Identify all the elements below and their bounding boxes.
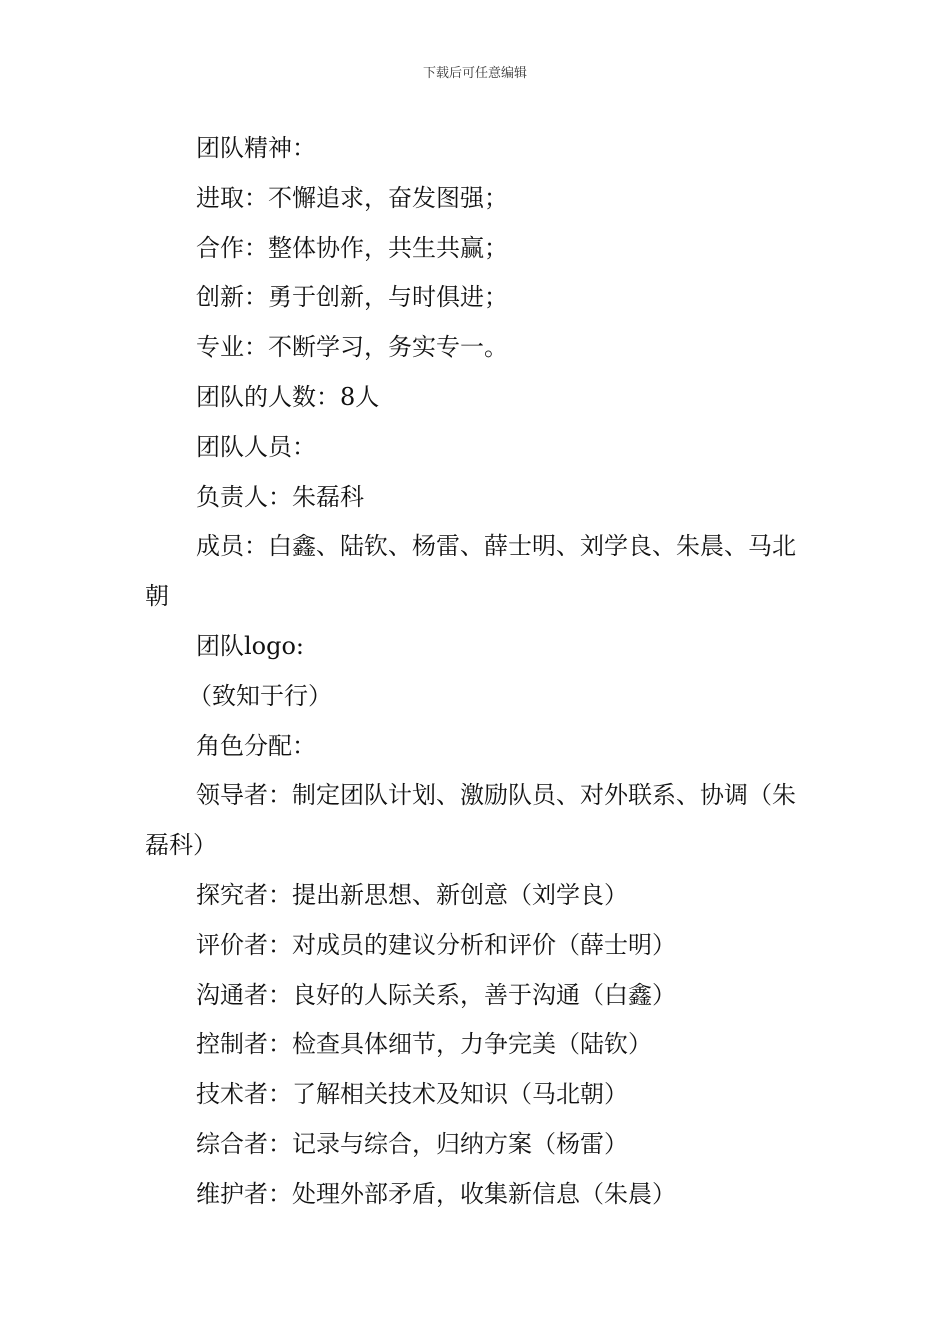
paragraph-team-spirit-heading: 团队精神： — [196, 134, 316, 162]
paragraph-members: 成员：白鑫、陆钦、杨雷、薛士明、刘学良、朱晨、马北朝 — [145, 532, 796, 611]
paragraph-role-maintainer: 维护者：处理外部矛盾，收集新信息（朱晨） — [196, 1179, 676, 1208]
document-body — [145, 124, 813, 1220]
paragraph-team-members-heading: 团队人员： — [196, 432, 316, 461]
paragraph-role-technician: 技术者：了解相关技术及知识（马北朝） — [196, 1080, 628, 1109]
paragraph-leader: 负责人：朱磊科 — [196, 482, 364, 511]
paragraph-role-leader: 领导者：制定团队计划、激励队员、对外联系、协调（朱磊科） — [145, 781, 796, 860]
paragraph-role-explorer: 探究者：提出新思想、新创意（刘学良） — [196, 880, 628, 909]
paragraph-role-controller: 控制者：检查具体细节，力争完美（陆钦） — [196, 1030, 652, 1059]
paragraph-team-size: 团队的人数：8人 — [196, 382, 380, 411]
paragraph-role-evaluator: 评价者：对成员的建议分析和评价（薛士明） — [196, 930, 676, 959]
paragraph-role-synthesizer: 综合者：记录与综合，归纳方案（杨雷） — [196, 1129, 628, 1158]
paragraph-enterprising: 进取：不懈追求，奋发图强； — [196, 183, 508, 212]
paragraph-professional: 专业：不断学习，务实专一。 — [196, 333, 508, 362]
page-header: 下载后可任意编辑 — [422, 66, 527, 81]
paragraph-cooperation: 合作：整体协作，共生共赢； — [196, 233, 508, 262]
paragraph-role-communicator: 沟通者：良好的人际关系，善于沟通（白鑫） — [196, 980, 676, 1009]
paragraph-role-assignment-heading: 角色分配： — [196, 731, 316, 760]
paragraph-innovation: 创新：勇于创新，与时俱进； — [196, 283, 508, 312]
paragraph-team-logo: 团队logo: — [196, 631, 305, 660]
paragraph-logo-motto: （致知于行） — [188, 681, 332, 710]
